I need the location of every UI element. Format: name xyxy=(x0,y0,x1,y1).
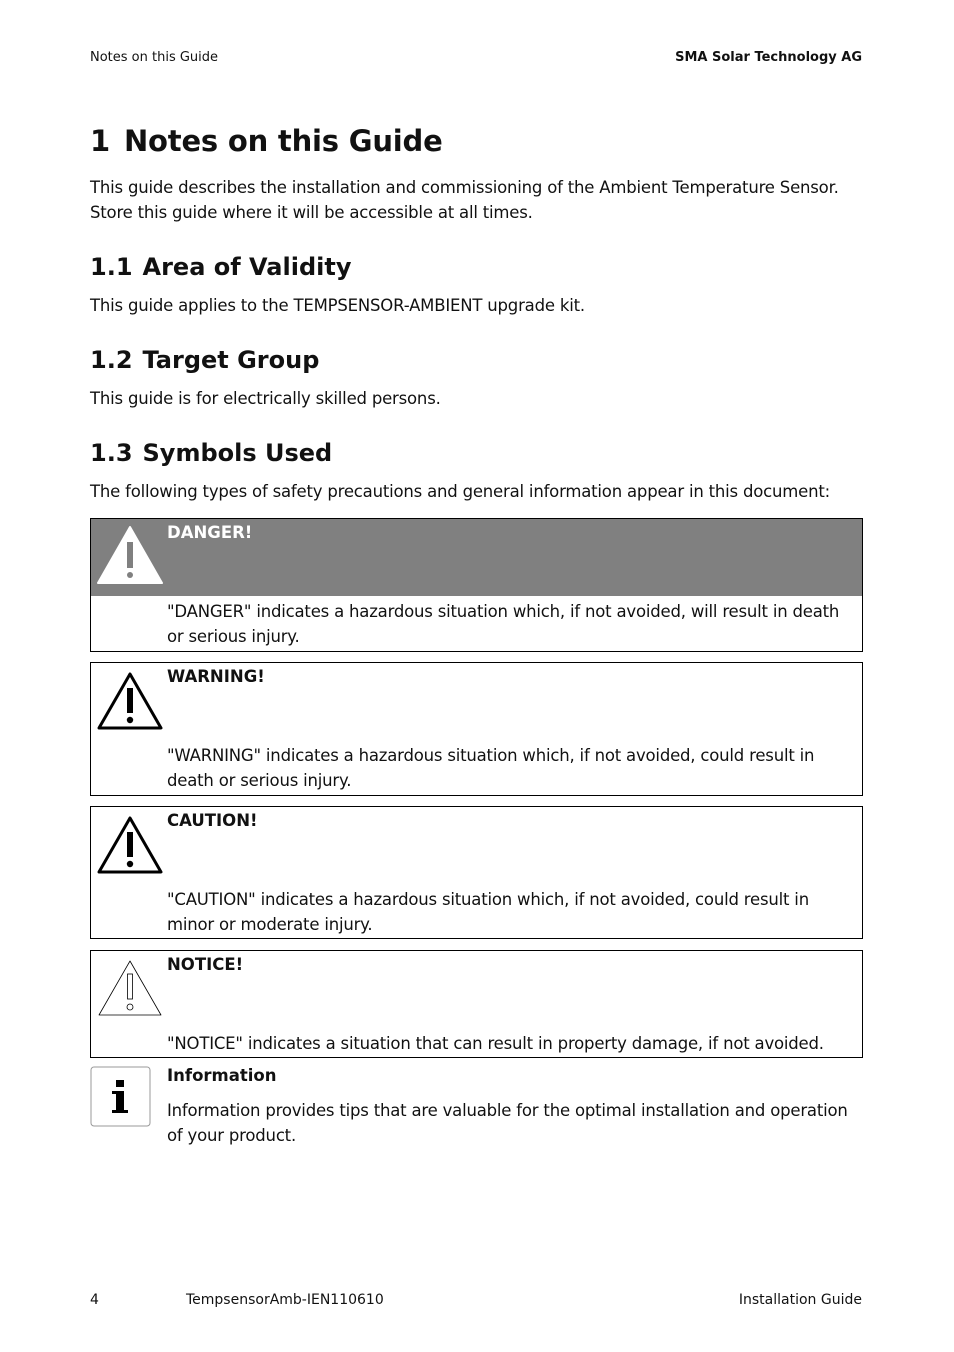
warning-label: WARNING! xyxy=(167,667,265,686)
section-title: Symbols Used xyxy=(142,439,333,467)
information-icon xyxy=(90,1066,152,1128)
section-number: 1.1 xyxy=(90,253,133,281)
section-text-area-of-validity: This guide applies to the TEMPSENSOR-AMBIENT upgrade kit. xyxy=(90,296,585,315)
danger-notice-box xyxy=(90,518,863,652)
footer-document-type: Installation Guide xyxy=(738,1292,862,1308)
section-title: Area of Validity xyxy=(142,253,352,281)
section-text-target-group: This guide is for electrically skilled persons. xyxy=(90,389,441,408)
information-text: Information provides tips that are valuable for the optimal installation and operation of your product. xyxy=(167,1101,848,1145)
caution-triangle-icon xyxy=(96,814,164,876)
section-heading-target-group xyxy=(90,346,319,374)
notice-label: NOTICE! xyxy=(167,955,244,974)
caution-label: CAUTION! xyxy=(167,811,258,830)
section-heading-area-of-validity xyxy=(90,253,351,281)
danger-label: DANGER! xyxy=(167,523,253,542)
section-text-symbols-used: The following types of safety precautions and general information appear in this document: xyxy=(90,482,831,501)
footer-page-number: 4 xyxy=(90,1292,99,1308)
section-number: 1.2 xyxy=(90,346,133,374)
notice-text: "NOTICE" indicates a situation that can result in property damage, if not avoided. xyxy=(167,1034,824,1053)
footer-document-id: TempsensorAmb-IEN110610 xyxy=(186,1292,384,1308)
running-header-right: SMA Solar Technology AG xyxy=(675,50,862,65)
chapter-intro: This guide describes the installation and commissioning of the Ambient Temperature Sensor. Store this guide where it will be accessible at all times. xyxy=(90,178,839,222)
section-number: 1.3 xyxy=(90,439,133,467)
warning-notice-box xyxy=(90,662,863,796)
danger-warning-triangle-icon xyxy=(96,524,164,586)
warning-triangle-icon xyxy=(96,670,164,732)
warning-text: "WARNING" indicates a hazardous situation which, if not avoided, could result in death or serious injury. xyxy=(167,746,815,790)
danger-text: "DANGER" indicates a hazardous situation which, if not avoided, will result in death or serious injury. xyxy=(167,602,840,646)
section-title: Target Group xyxy=(142,346,320,374)
caution-notice-box xyxy=(90,806,863,939)
caution-text: "CAUTION" indicates a hazardous situation which, if not avoided, could result in minor or moderate injury. xyxy=(167,890,809,934)
running-header-left: Notes on this Guide xyxy=(90,50,219,65)
chapter-number: 1 xyxy=(90,124,110,158)
notice-triangle-icon xyxy=(96,957,164,1019)
section-heading-symbols-used xyxy=(90,439,332,467)
information-label: Information xyxy=(167,1066,277,1085)
chapter-title xyxy=(90,124,443,158)
notice-box xyxy=(90,950,863,1058)
chapter-title-text: Notes on this Guide xyxy=(123,124,443,158)
